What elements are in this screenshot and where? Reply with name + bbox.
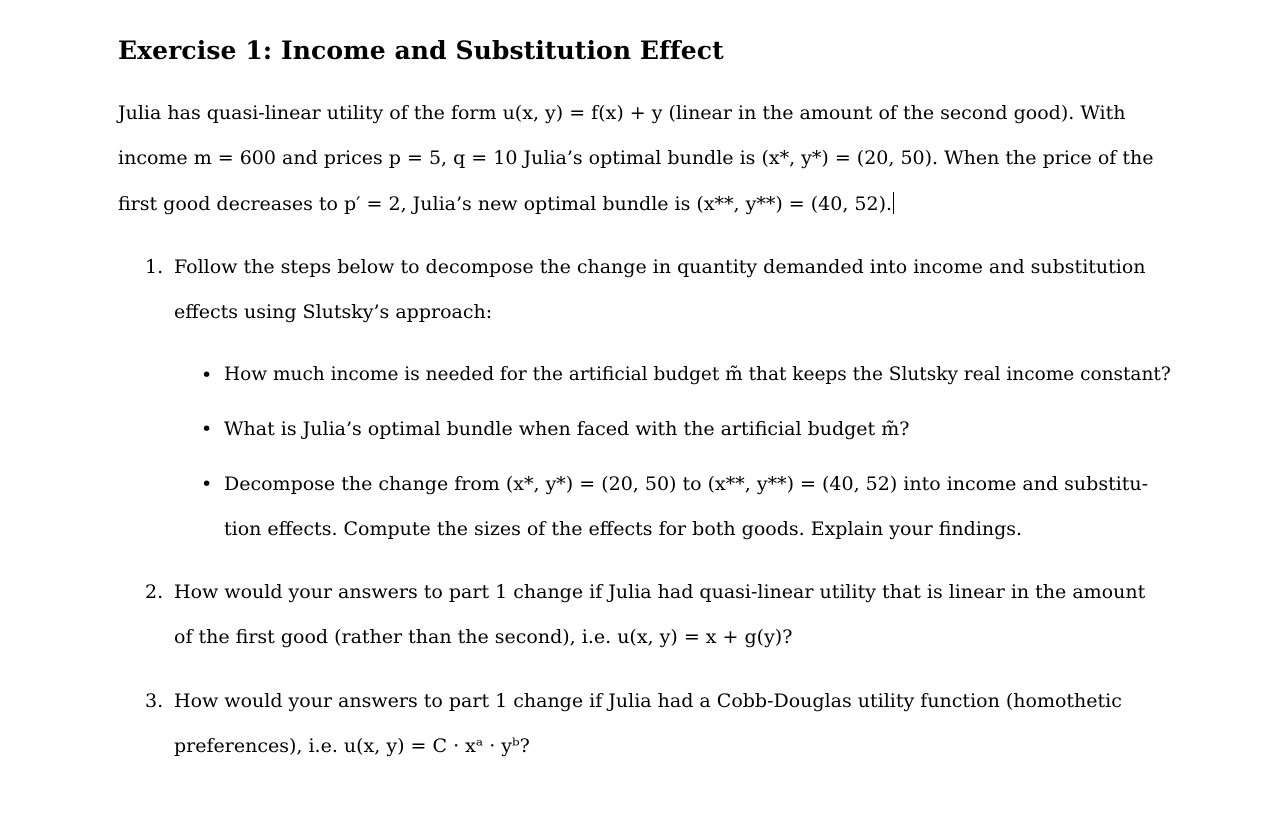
item-2-line-2: of the first good (rather than the second), i.e. u(x, y) = x + g(y)? [174,626,793,648]
item-1-number: 1. [145,256,164,278]
intro-line-2: income m = 600 and prices p = 5, q = 10 Julia’s optimal bundle is (x*, y*) = (20, 50). When the price of the [118,147,1154,169]
bullet-1-text: How much income is needed for the artificial budget m̃ that keeps the Slutsky real income constant? [224,364,1171,385]
bullet-2-marker: • [201,418,213,440]
intro-line-3 [118,192,894,215]
intro-line-3-text: first good decreases to p′ = 2, Julia’s new optimal bundle is (x**, y**) = (40, 52). [118,193,893,215]
item-2-number: 2. [145,581,164,603]
item-3-number: 3. [145,690,164,712]
item-3-line-1: How would your answers to part 1 change if Julia had a Cobb-Douglas utility function (homothetic [174,690,1122,712]
item-2-line-1: How would your answers to part 1 change if Julia had quasi-linear utility that is linear in the amount [174,581,1146,603]
bullet-3-line-1: Decompose the change from (x*, y*) = (20, 50) to (x**, y**) = (40, 52) into income and substitu- [224,473,1149,495]
item-3-line-2: preferences), i.e. u(x, y) = C · xᵃ · yᵇ? [174,735,530,757]
exercise-title: Exercise 1: Income and Substitution Effect [118,36,724,65]
intro-line-1: Julia has quasi-linear utility of the form u(x, y) = f(x) + y (linear in the amount of the second good). With [118,102,1126,124]
bullet-2-text: What is Julia’s optimal bundle when faced with the artificial budget m̃? [224,418,910,440]
bullet-1-marker: • [201,364,213,386]
bullet-3-line-2: tion effects. Compute the sizes of the effects for both goods. Explain your findings. [224,518,1023,540]
text-cursor [893,192,894,214]
item-1-line-1: Follow the steps below to decompose the change in quantity demanded into income and substitution [174,256,1146,278]
item-1-line-2: effects using Slutsky’s approach: [174,301,493,323]
bullet-3-marker: • [201,473,213,495]
